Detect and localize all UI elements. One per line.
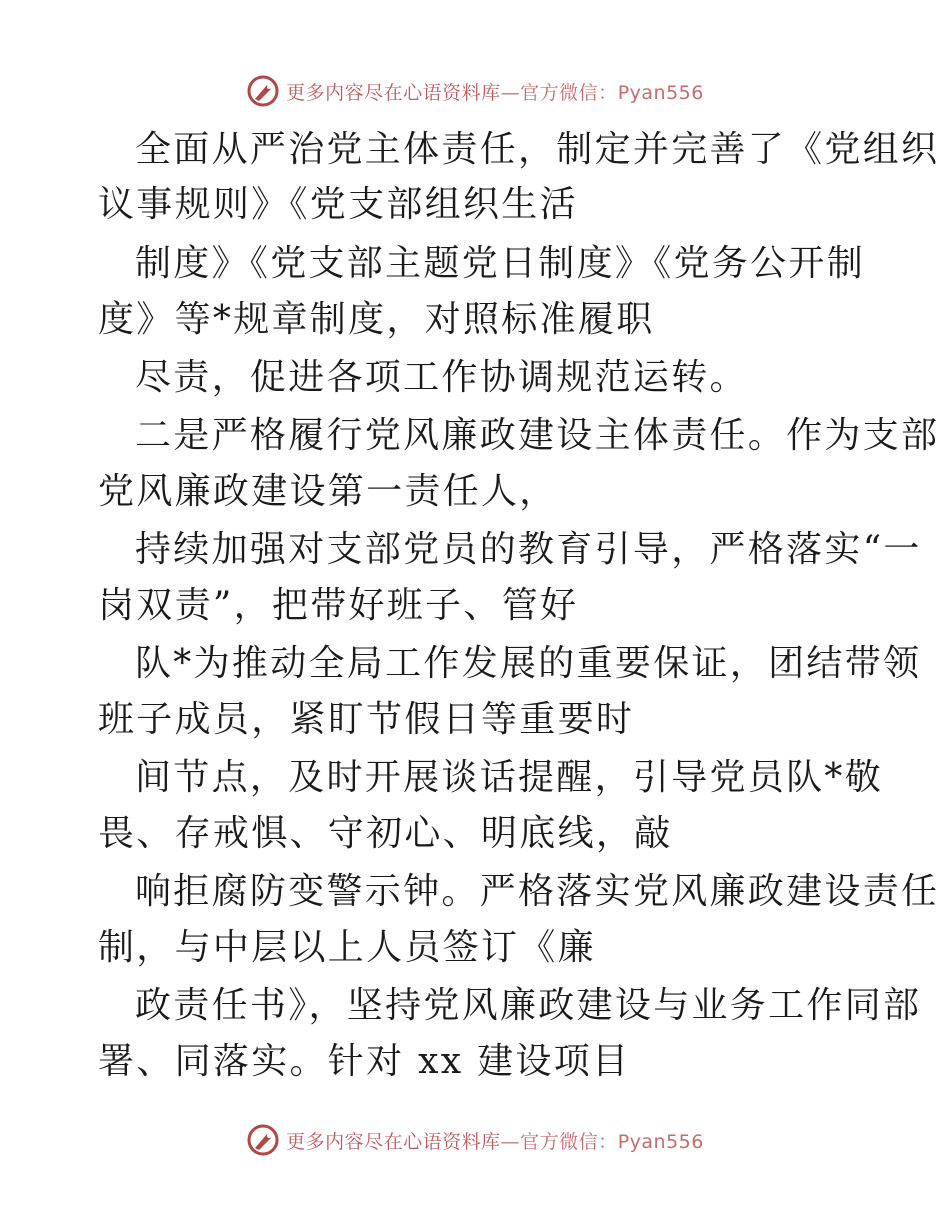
watermark-wechat-label: 官方微信：: [520, 81, 618, 104]
pen-nib-circle-icon: [246, 74, 280, 108]
pen-nib-circle-icon: [246, 1123, 280, 1157]
watermark-dash: —: [500, 1130, 521, 1153]
text-line: 全面从严治党主体责任，制定并完善了《党组织: [135, 129, 940, 170]
text-line: 间节点，及时开展谈话提醒，引导党员队*敬: [135, 757, 883, 798]
text-line: 持续加强对支部党员的教育引导，严格落实“一: [135, 529, 922, 570]
watermark-text: [286, 1127, 704, 1154]
watermark-wechat-label: 官方微信：: [520, 1130, 618, 1153]
text-line: 制，与中层以上人员签订《廉: [98, 927, 596, 968]
watermark-text: [286, 78, 704, 105]
watermark-wechat-id: Pyan556: [617, 1130, 704, 1153]
text-line: 议事规则》《党支部组织生活: [98, 184, 578, 225]
text-line: 岗双责”，把带好班子、管好: [98, 585, 579, 626]
text-line: 度》等*规章制度，对照标准履职: [98, 299, 655, 340]
watermark-footer: [0, 1120, 950, 1160]
text-line: 队*为推动全局工作发展的重要保证，团结带领: [135, 643, 922, 684]
watermark-main: 更多内容尽在心语资料库: [286, 1130, 501, 1153]
text-line: 署、同落实。针对 xx 建设项目: [98, 1041, 631, 1082]
text-line: 尽责，促进各项工作协调规范运转。: [135, 357, 748, 398]
text-line: 政责任书》，坚持党风廉政建设与业务工作同部: [135, 985, 922, 1026]
text-line: 制度》《党支部主题党日制度》《党务公开制: [135, 243, 866, 284]
text-line: 二是严格履行党风廉政建设主体责任。作为支部: [135, 415, 940, 456]
text-line: 畏、存戒惧、守初心、明底线，敲: [98, 813, 673, 854]
watermark-dash: —: [500, 81, 521, 104]
watermark-main: 更多内容尽在心语资料库: [286, 81, 501, 104]
text-line: 党风廉政建设第一责任人，: [98, 471, 558, 512]
watermark-wechat-id: Pyan556: [617, 81, 704, 104]
watermark-header: [0, 71, 950, 111]
text-line: 班子成员，紧盯节假日等重要时: [98, 699, 635, 740]
text-line: 响拒腐防变警示钟。严格落实党风廉政建设责任: [135, 871, 940, 912]
